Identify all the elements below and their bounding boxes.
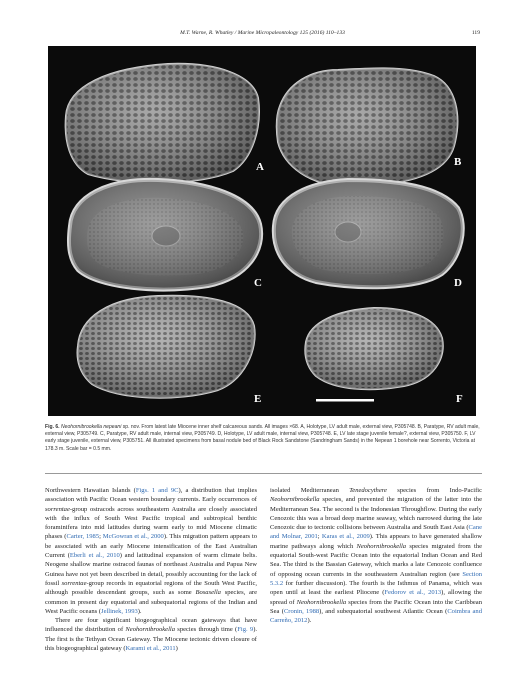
- body-text: [45, 486, 482, 691]
- text-run: species from the Pacific Ocean into the Caribbean Sea (: [270, 598, 482, 615]
- caption-divider: [45, 473, 482, 474]
- citation-link[interactable]: Coimbra and Carreño, 2012: [270, 607, 482, 625]
- italic-term: Tenedocythere: [349, 487, 387, 494]
- text-run: ), a distribution that implies association with Pacific Ocean western boundary currents. Early occurrences of: [45, 487, 258, 504]
- italic-term: Neohornibrookella: [125, 626, 176, 634]
- caption-species: Neohornibrookella nepeani: [61, 424, 122, 430]
- text-run: There are four significant biogeographical ocean gateways that have influenced the distribution of: [45, 617, 257, 634]
- figure-caption: [45, 424, 482, 453]
- text-run: -group records in equatorial regions of the South West Pacific, although possible descendant groups, such as some: [45, 579, 257, 597]
- italic-term: Neohornibrookella: [296, 598, 347, 606]
- scale-bar: [316, 399, 374, 402]
- text-run: species through time (: [175, 626, 238, 634]
- citation-link[interactable]: Cronin, 1988: [283, 607, 320, 615]
- text-run: species, and prevented the migration of the latter into the Mediterranean Sea. The second is the Indonesian Throughflow. During the early Cenozoic this was a broad deep marine seaway, which narrowed during the late Cenozoic due to tectonic collisions between Australia and South East Asia (: [270, 496, 482, 532]
- text-run: ). This appears to have generated shallow marine pathways along which: [270, 533, 482, 550]
- paragraph: [270, 486, 482, 625]
- left-column: [45, 486, 257, 653]
- panel-label-e: E: [254, 393, 262, 405]
- citation-link[interactable]: Fig. 9: [237, 626, 254, 634]
- citation-link[interactable]: Cane and Molnar, 2001: [270, 524, 482, 541]
- text-run: ), and subequatorial southwest Atlantic Ocean (: [319, 607, 448, 615]
- panel-label-b: B: [454, 156, 462, 168]
- text-run: ).: [137, 607, 142, 615]
- text-run: ). The first is the Tethyan Ocean Gateway. The Miocene tectonic driven closure of this biogeographical gateway (: [45, 626, 258, 653]
- text-run: -group ostracods across southeastern Australia are closely associated with the influx of South West Pacific tropical and subtropical benthic foraminifera into mid latitudes during warm early to mid Miocene climatic phases (: [45, 505, 257, 541]
- figure-plate: [48, 46, 476, 416]
- text-run: ) and latitudinal expansion of warm climate belts. Neogene shallow marine ostracod faunas of northeast Australia and Papua New Guinea have not yet been described in detail, possibly accounting for the lack of fossil: [45, 552, 257, 587]
- panel-label-d: D: [454, 277, 462, 289]
- panel-label-a: A: [256, 161, 264, 173]
- specimen-d: [274, 180, 463, 287]
- caption-text: sp. nov. From latest late Miocene inner shelf calcareous sands. All images ×68. A, Holotype, LV adult male, external view, P305748. B, Paratype, RV adult male, external view, P305749. C, Paratype, RV adult male, internal view, P305749. D, Holotype, LV adult male, internal view, P305748. E, LV late stage juvenile female?, external view, P305750. F, LV early stage juvenile, external view, P305751. All illustrated specimens from basal nodule bed of Black Rock Sandstone (Sandringham Sands) in the Nepean 1 borehole near Sorrento, Victoria at 178.3 m. Scale bar = 0.5 mm.: [45, 424, 480, 452]
- panel-label-f: F: [456, 393, 463, 405]
- specimen-c: [69, 180, 261, 290]
- specimen-f: [305, 308, 442, 389]
- text-run: species, are common in present day equatorial and subequatorial regions of the Indian and West Pacific oceans (: [45, 589, 257, 615]
- specimen-a: [66, 64, 259, 183]
- paragraph: [45, 486, 257, 616]
- citation-link[interactable]: Fedorov et al., 2013: [384, 589, 442, 597]
- citation-link[interactable]: Carter, 1985: [66, 533, 100, 541]
- running-header: [45, 30, 480, 42]
- citation-link[interactable]: Karas et al., 2009: [321, 533, 370, 541]
- text-run: species migrated from the equatorial South-west Pacific Ocean into the equatorial Indian Ocean and Red Sea. The third is the Bassian Gateway, which marks a late Cenozoic confluence of opposing ocean currents in the southeastern Australian region (see: [270, 542, 483, 578]
- specimen-b: [277, 68, 458, 186]
- italic-term: sorrentae: [61, 579, 87, 587]
- text-run: for further discussion). The fourth is the Isthmus of Panama, which was open until at least the earliest Pliocene (: [270, 579, 482, 597]
- specimen-e: [78, 296, 255, 398]
- citation-link[interactable]: Section 5.3.2: [270, 570, 482, 587]
- italic-term: Neohornibrookella: [356, 542, 407, 550]
- citation-link[interactable]: Karami et al., 2011: [125, 645, 176, 653]
- text-run: ;: [317, 533, 322, 541]
- caption-label: Fig. 6.: [45, 424, 60, 430]
- journal-citation: M.T. Warne, R. Whatley / Marine Micropaleontology 125 (2016) 110–133: [180, 30, 345, 36]
- text-run: species from Indo-Pacific: [386, 487, 482, 494]
- specimen-plate-image: [48, 46, 476, 416]
- page-number: 119: [471, 30, 480, 36]
- text-run: ). This migration pattern appears to be associated with an early Miocene intensification of the East Australian Current (: [45, 533, 257, 560]
- text-run: ): [175, 645, 178, 653]
- text-run: ;: [99, 533, 103, 541]
- italic-term: sorrentae: [45, 505, 70, 513]
- right-column: [270, 486, 482, 625]
- panel-label-c: C: [254, 277, 262, 289]
- text-run: ).: [307, 617, 312, 625]
- citation-link[interactable]: McGowran et al., 2000: [102, 533, 164, 541]
- text-run: Northwestern Hawaiian Islands (: [45, 487, 136, 494]
- citation-link[interactable]: Eberli et al., 2010: [69, 552, 120, 560]
- paragraph: [45, 616, 257, 653]
- text-run: isolated Mediterranean: [270, 487, 350, 494]
- italic-term: Neohornibrookella: [270, 496, 320, 504]
- citation-link[interactable]: Jellinek, 1993: [101, 607, 138, 615]
- italic-term: Bosasella: [195, 589, 221, 597]
- citation-link[interactable]: Figs. 1 and 9C: [135, 487, 179, 494]
- text-run: ), allowing the spread of: [270, 589, 482, 606]
